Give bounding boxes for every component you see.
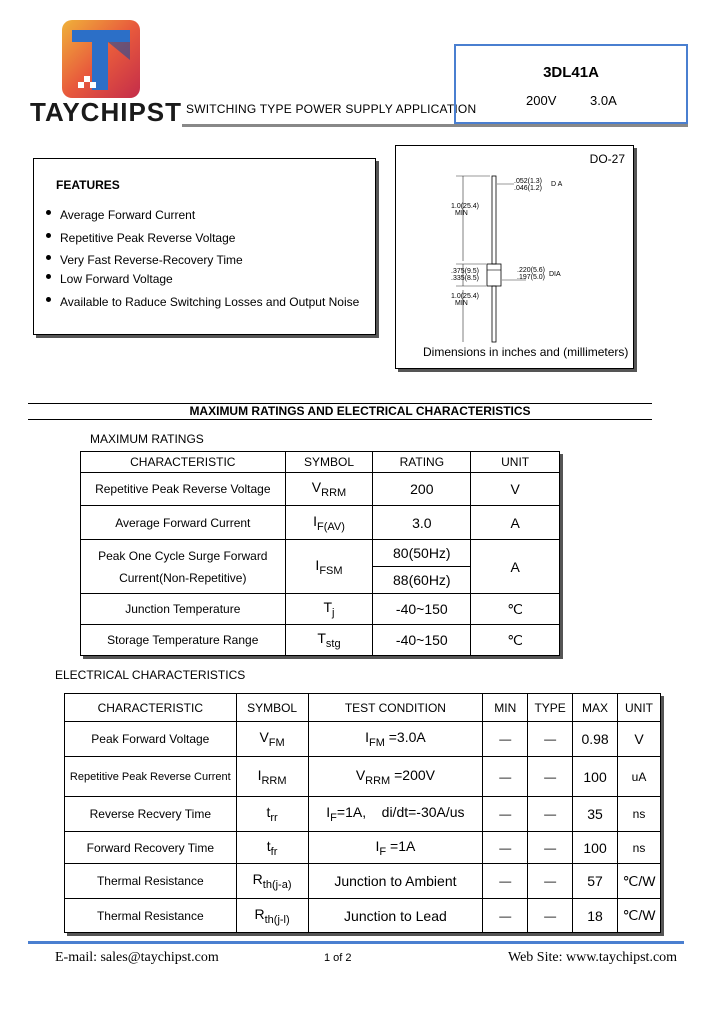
dim-lead-dia-top: .052(1.3)	[514, 178, 543, 185]
dim-body-dia-top: .220(5.6)	[517, 267, 546, 274]
footer-rule	[28, 941, 684, 944]
bullet-icon	[46, 233, 51, 238]
col-header: TEST CONDITION	[308, 694, 483, 722]
col-header: CHARACTERISTIC	[65, 694, 237, 722]
bullet-icon	[46, 297, 51, 302]
feature-item: Very Fast Reverse-Recovery Time	[46, 253, 243, 267]
feature-item: Available to Raduce Switching Losses and Output Noise	[46, 295, 359, 309]
electrical-table	[64, 693, 661, 933]
max-ratings-label: MAXIMUM RATINGS	[90, 432, 204, 446]
table-row: Repetitive Peak Reverse Current $I_{RRM}$ $V_{RRM} =200V$ — — 100 uA	[65, 757, 661, 797]
part-info-box	[454, 44, 688, 124]
col-header: UNIT	[471, 452, 560, 473]
table-row: 88(60Hz)	[81, 567, 560, 594]
feature-item: Repetitive Peak Reverse Voltage	[46, 231, 235, 245]
table-row: Peak Forward Voltage $V_{FM}$ $I_{FM} =3.0A$ — — 0.98 V	[65, 722, 661, 757]
features-title: FEATURES	[56, 178, 120, 192]
col-header: SYMBOL	[236, 694, 308, 722]
dim-lead-len-bot-sub: MIN	[455, 300, 468, 307]
col-header: MAX	[573, 694, 618, 722]
dim-lead-dia-label: D A	[551, 181, 563, 188]
section-title: MAXIMUM RATINGS AND ELECTRICAL CHARACTERISTICS	[189, 404, 531, 418]
header-rule	[182, 124, 688, 127]
dim-lead-dia-bot: .046(1.2)	[514, 185, 543, 192]
col-header: SYMBOL	[285, 452, 373, 473]
table-row: Average Forward Current $I_{F(AV)}$ 3.0 A	[81, 506, 560, 540]
table-row: Forward Recovery Time $t_{fr}$ $I_F =1A$ — — 100 ns	[65, 832, 661, 864]
table-row: Storage Temperature Range $T_{stg}$ -40~150 ℃	[81, 625, 560, 656]
package-caption: Dimensions in inches and (millimeters)	[423, 345, 629, 359]
bullet-icon	[46, 274, 51, 279]
footer-email[interactable]: E-mail: sales@taychipst.com	[55, 950, 219, 965]
part-current: 3.0A	[590, 93, 617, 108]
package-box	[395, 145, 634, 369]
bullet-icon	[46, 255, 51, 260]
max-ratings-table	[80, 451, 560, 656]
col-header: UNIT	[618, 694, 661, 722]
header-subtitle: SWITCHING TYPE POWER SUPPLY APPLICATION	[186, 102, 477, 116]
dim-body-dia-label: DIA	[549, 271, 561, 278]
table-row: Thermal Resistance $R_{th(j-l)}$ Junction to Lead — — 18 ℃/W	[65, 899, 661, 933]
taychipst-logo	[62, 20, 140, 98]
dim-body-dia-bot: .197(5.0)	[517, 274, 546, 281]
feature-item: Low Forward Voltage	[46, 272, 173, 286]
package-name: DO-27	[589, 152, 625, 166]
feature-item: Average Forward Current	[46, 208, 195, 222]
table-row: Repetitive Peak Reverse Voltage $V_{RRM}$ 200 V	[81, 473, 560, 506]
page-number: 1 of 2	[324, 952, 352, 964]
section-rule-bottom	[28, 419, 652, 420]
table-row: Junction Temperature $T_j$ -40~150 ℃	[81, 594, 560, 625]
part-voltage: 200V	[526, 93, 557, 108]
col-header: TYPE	[528, 694, 573, 722]
col-header: CHARACTERISTIC	[81, 452, 286, 473]
bullet-icon	[46, 210, 51, 215]
table-row: Reverse Recvery Time $t_{rr}$ $I_F=1A$, di/dt=-30A/us — — 35 ns	[65, 797, 661, 832]
table-row: Thermal Resistance $R_{th(j-a)}$ Junction to Ambient — — 57 ℃/W	[65, 864, 661, 899]
col-header: RATING	[373, 452, 471, 473]
diode-outline-drawing	[426, 166, 626, 344]
part-number: 3DL41A	[543, 64, 599, 81]
dim-lead-len-top-sub: MIN	[455, 210, 468, 217]
table-row: Peak One Cycle Surge Forward Current(Non-Repetitive) $I_{FSM}$ 80(50Hz) A	[81, 540, 560, 567]
col-header: MIN	[483, 694, 528, 722]
dim-lead-len-bot: 1.0(25.4)	[451, 293, 480, 300]
dim-body-len-top: .375(9.5)	[451, 268, 480, 275]
electrical-label: ELECTRICAL CHARACTERISTICS	[55, 668, 246, 682]
footer-website[interactable]: Web Site: www.taychipst.com	[508, 950, 678, 965]
dim-body-len-bot: .335(8.5)	[451, 275, 480, 282]
dim-lead-len-top: 1.0(25.4)	[451, 203, 480, 210]
features-box	[33, 158, 376, 335]
brand-name: TAYCHIPST	[30, 97, 183, 127]
